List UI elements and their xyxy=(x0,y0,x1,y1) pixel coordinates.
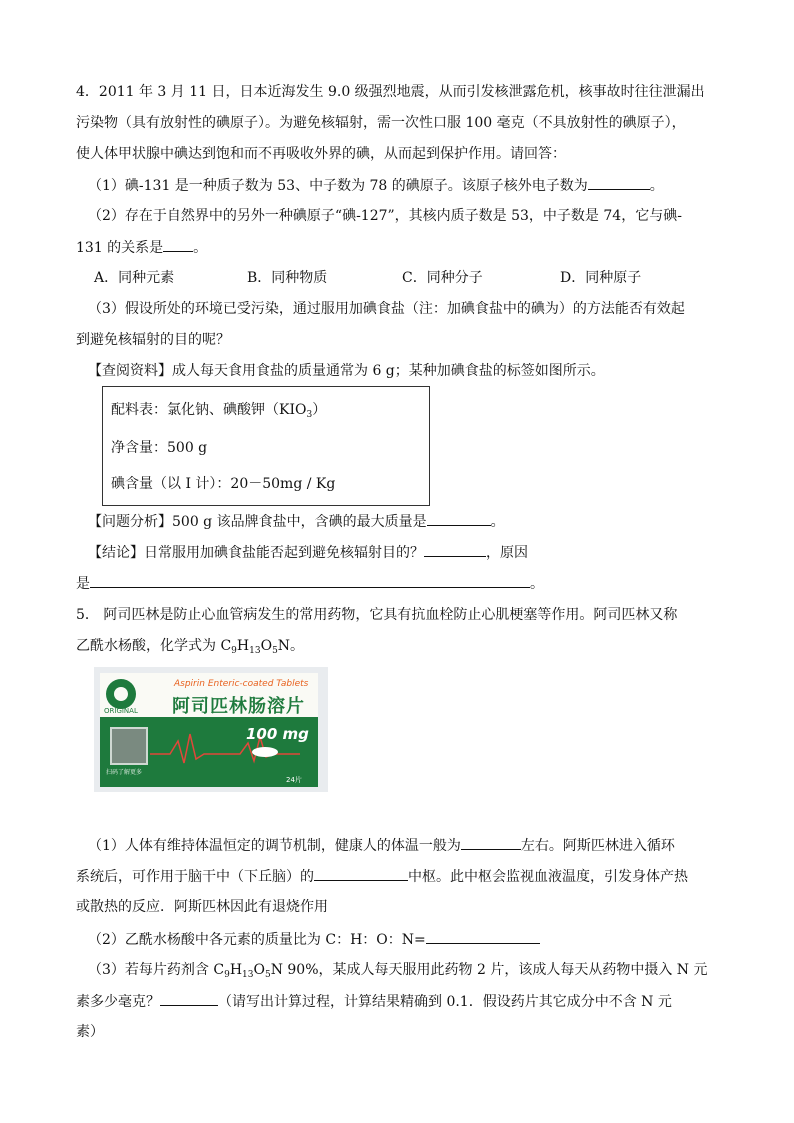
q4-option-a[interactable]: A．同种元素 xyxy=(94,270,175,286)
q5-formula-sub: 5 xyxy=(272,646,278,656)
q5-part3-text: （3）若每片药剂含 C xyxy=(88,962,225,978)
q4-option-c[interactable]: C．同种分子 xyxy=(402,270,483,286)
q4-analysis-blank[interactable] xyxy=(427,511,491,526)
q4-reason-start: 是 xyxy=(76,576,90,592)
q5-part1-line3: 或散热的反应．阿斯匹林因此有退烧作用 xyxy=(76,899,328,915)
q5-part1-blank2[interactable] xyxy=(314,866,408,881)
q4-part1-end: 。 xyxy=(649,178,664,194)
q5-part2 xyxy=(88,929,540,950)
salt-label-ingredients-end: ） xyxy=(312,402,327,418)
q5-formula-sub: 9 xyxy=(231,646,237,656)
box-chinese-name: 阿司匹林肠溶片 xyxy=(172,696,305,717)
q4-conclusion xyxy=(88,542,528,563)
salt-label-ingredients xyxy=(111,399,326,420)
q4-reason-end: 。 xyxy=(530,576,544,592)
qr-code-icon xyxy=(110,727,148,765)
q5-part1-text2: 系统后，可作用于脑干中（下丘脑）的 xyxy=(76,869,314,885)
q4-part1 xyxy=(88,175,664,196)
q5-part3-blank[interactable] xyxy=(160,991,218,1006)
q4-analysis-text: 【问题分析】500 g 该品牌食盐中，含碘的最大质量是 xyxy=(88,514,427,530)
q5-part3-text: N 90%，某成人每天服用此药物 2 片，该成人每天从药物中摄入 N 元 xyxy=(270,962,708,978)
q4-reason xyxy=(76,573,544,594)
box-count: 24片 xyxy=(286,776,302,784)
q5-part1-blank1[interactable] xyxy=(461,835,521,850)
q4-part2-blank[interactable] xyxy=(163,237,193,252)
q5-formula-part: 乙酰水杨酸，化学式为 C xyxy=(76,638,232,654)
q5-formula-part: O xyxy=(260,638,273,654)
q5-part1-text: （1）人体有维持体温恒定的调节机制，健康人的体温一般为 xyxy=(88,838,461,854)
q5-formula-part: H xyxy=(236,638,250,654)
q5-part1-line1 xyxy=(88,835,675,856)
q4-reason-blank[interactable] xyxy=(90,573,530,588)
salt-label-net-weight: 净含量：500 g xyxy=(111,440,208,456)
q5-part2-text: （2）乙酰水杨酸中各元素的质量比为 C：H：O：N= xyxy=(88,932,426,948)
q5-formula-sub: 13 xyxy=(249,646,261,656)
q4-part2-line1: （2）存在于自然界中的另外一种碘原子“碘-127”，其核内质子数是 53，中子数是 74，它与碘- xyxy=(88,208,682,224)
salt-label-sub: 3 xyxy=(306,410,313,420)
brand-logo-icon xyxy=(106,679,136,709)
q4-intro-line3: 使人体甲状腺中碘达到饱和而不再吸收外界的碘，从而起到保护作用。请回答： xyxy=(76,146,566,162)
q5-part3-line2 xyxy=(76,991,672,1012)
salt-label-iodine: 碘含量（以 I 计）：20－50mg / Kg xyxy=(111,476,336,492)
q4-intro-line1: 4．2011 年 3 月 11 日，日本近海发生 9.0 级强烈地震，从而引发核泄露危机，核事故时往往泄漏出 xyxy=(76,84,705,100)
q5-part3-text2-end: （请写出计算过程，计算结果精确到 0.1．假设药片其它成分中不含 N 元 xyxy=(218,994,672,1010)
q4-conclusion-text: 【结论】日常服用加碘食盐能否起到避免核辐射目的？ xyxy=(88,545,424,561)
q4-part2-text: 131 的关系是 xyxy=(76,240,164,256)
q5-intro-line1: 5． 阿司匹林是防止心血管病发生的常用药物，它具有抗血栓防止心肌梗塞等作用。阿司匹林又称 xyxy=(76,607,678,623)
q4-reference: 【查阅资料】成人每天食用食盐的质量通常为 6 g；某种加碘食盐的标签如图所示。 xyxy=(88,363,605,379)
q4-option-d[interactable]: D．同种原子 xyxy=(560,270,642,286)
q4-analysis-end: 。 xyxy=(490,514,505,530)
q4-intro-line2: 污染物（具有放射性的碘原子）。为避免核辐射，需一次性口服 100 毫克（不具放射性的碘原子）， xyxy=(76,115,686,131)
aspirin-box-image xyxy=(94,667,328,792)
q5-part3-sub: 5 xyxy=(264,970,271,980)
q4-part3-line1: （3）假设所处的环境已受污染，通过服用加碘食盐（注：加碘食盐中的碘为）的方法能否有效起 xyxy=(88,301,685,317)
pill-icon xyxy=(252,747,278,757)
brand-logo-text: ORIGINAL xyxy=(104,707,138,715)
q4-part1-text: （1）碘-131 是一种质子数为 53、中子数为 78 的碘原子。该原子核外电子数为 xyxy=(88,178,588,194)
q4-conclusion-mid: ，原因 xyxy=(486,545,528,561)
q4-part2-line2 xyxy=(76,237,207,258)
q5-part1-line2 xyxy=(76,866,688,887)
q4-part3-line2: 到避免核辐射的目的呢？ xyxy=(76,332,230,348)
q5-formula-part: N。 xyxy=(277,638,305,654)
q5-part1-text2-end: 中枢。此中枢会监视血液温度，引发身体产热 xyxy=(408,869,688,885)
q5-part2-blank[interactable] xyxy=(426,929,540,944)
q4-part2-end: 。 xyxy=(193,240,208,256)
q5-intro-line2 xyxy=(76,636,304,661)
q5-part1-text-end: 左右。阿斯匹林进入循环 xyxy=(520,838,675,854)
qr-label: 扫码了解更多 xyxy=(106,769,143,776)
q5-part3-line3: 素） xyxy=(76,1024,104,1040)
salt-label-ingredients-text: 配料表：氯化钠、碘酸钾（KIO xyxy=(111,402,307,418)
q4-option-b[interactable]: B．同种物质 xyxy=(247,270,328,286)
q5-part3-text2: 素多少毫克？ xyxy=(76,994,160,1010)
q5-part3-sub: 13 xyxy=(242,970,254,980)
q5-part3-text: H xyxy=(229,962,243,978)
box-dose: 100 mg xyxy=(246,725,309,743)
q5-part3-text: O xyxy=(253,962,265,978)
q4-conclusion-blank[interactable] xyxy=(424,542,486,557)
q5-part3-sub: 9 xyxy=(224,970,230,980)
salt-label-box xyxy=(102,386,430,506)
box-english-name: Aspirin Enteric-coated Tablets xyxy=(174,679,309,689)
q4-analysis xyxy=(88,511,505,532)
q4-part1-blank[interactable] xyxy=(588,175,650,190)
q5-part3-line1 xyxy=(88,960,707,985)
